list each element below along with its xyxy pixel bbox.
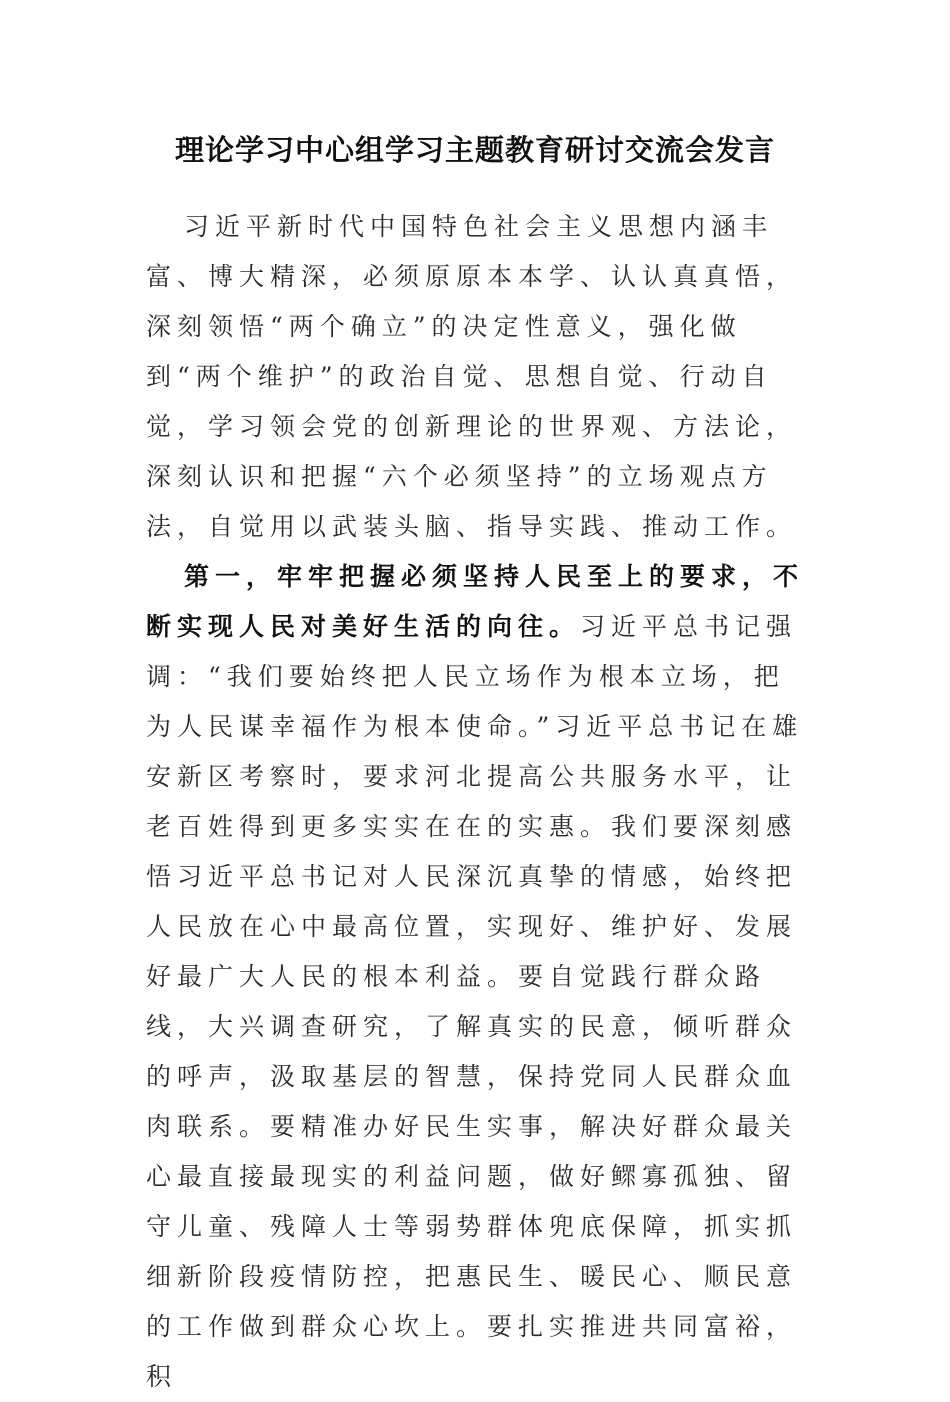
document-body	[146, 202, 814, 1402]
paragraph-intro	[146, 202, 814, 552]
paragraph-first-point-heading: 第一，牢牢把握必须坚持人民至上的要求，不断实现人民对美好生活的向往。	[146, 562, 805, 641]
document-title: 理论学习中心组学习主题教育研讨交流会发言	[174, 133, 775, 167]
paragraph-intro-text: 习近平新时代中国特色社会主义思想内涵丰富、博大精深，必须原原本本学、认认真真悟，深刻领悟“两个确立”的决定性意义，强化做到“两个维护”的政治自觉、思想自觉、行动自觉，学习领会党的创新理论的世界观、方法论，深刻认识和把握“六个必须坚持”的立场观点方法，自觉用以武装头脑、指导实践、推动工作。	[146, 212, 798, 541]
paragraph-first-point-text: 习近平总书记强调：“我们要始终把人民立场作为根本立场，把为人民谋幸福作为根本使命。”习近平总书记在雄安新区考察时，要求河北提高公共服务水平，让老百姓得到更多实实在在的实惠。我们要深刻感悟习近平总书记对人民深沉真挚的情感，始终把人民放在心中最高位置，实现好、维护好、发展好最广大人民的根本利益。要自觉践行群众路线，大兴调查研究，了解真实的民意，倾听群众的呼声，汲取基层的智慧，保持党同人民群众血肉联系。要精准办好民生实事，解决好群众最关心最直接最现实的利益问题，做好鳏寡孤独、留守儿童、残障人士等弱势群体兜底保障，抓实抓细新阶段疫情防控，把惠民生、暖民心、顺民意的工作做到群众心坎上。要扎实推进共同富裕，积	[146, 612, 804, 1391]
paragraph-first-point	[146, 552, 814, 1402]
